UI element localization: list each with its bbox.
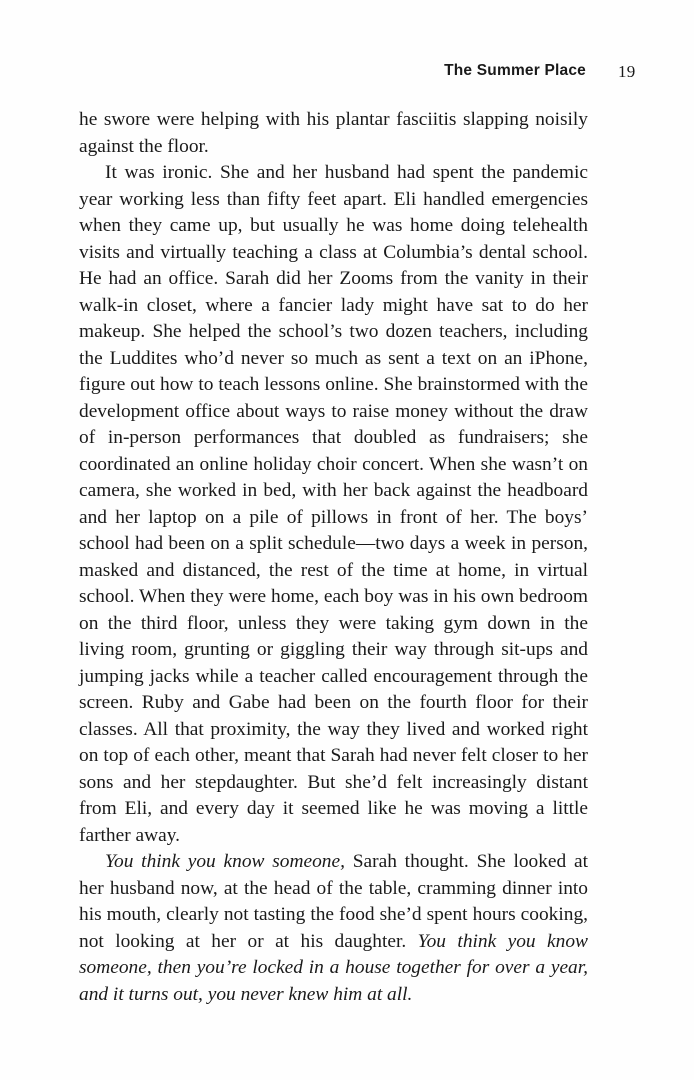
paragraph: It was ironic. She and her husband had spent the pandemic year working less than fifty feet apart. Eli handled emergencies when they came up, but usually he was home doing telehealth visits and virtually teaching a class at Columbia’s dental school. He had an office. Sarah did her Zooms from the vanity in their walk-in closet, where a fancier lady might have sat to do her makeup. She helped the school’s two dozen teachers, including the Luddites who’d never so much as sent a text on an iPhone, figure out how to teach lessons online. She brainstormed with the development office about ways to raise money without the draw of in-person performances that doubled as fundraisers; she coordinated an online holiday choir concert. When she wasn’t on camera, she worked in bed, with her back against the headboard and her laptop on a pile of pillows in front of her. The boys’ school had been on a split schedule—two days a week in person, masked and distanced, the rest of the time at home, in virtual school. When they were home, each boy was in his own bedroom on the third floor, unless they were taking gym down in the living room, grunting or giggling their way through sit-ups and jumping jacks while a teacher called encouragement through the screen. Ruby and Gabe had been on the fourth floor for their classes. All that proximity, the way they lived and worked right on top of each other, meant that Sarah had never felt closer to her sons and her stepdaughter. But she’d felt increasingly distant from Eli, and every day it seemed like he was moving a little farther away.	[79, 162, 588, 846]
paragraph-closing	[79, 849, 588, 1008]
paragraph-continued: he swore were helping with his plantar fasciitis slapping noisily against the floor.	[79, 109, 588, 157]
page-number: 19	[618, 62, 636, 81]
running-head	[444, 62, 636, 81]
body-text	[79, 107, 588, 1008]
italic-thought-continued: You think you know someone, then you’re locked in a house together for over a year, and it turns out, you never knew him at all.	[79, 930, 588, 1005]
running-title: The Summer Place	[444, 62, 586, 79]
italic-thought: You think you know someone,	[105, 851, 345, 872]
paragraph-text: Sarah thought. She looked at her husband now, at the head of the table, cramming dinner into his mouth, clearly not tasting the food she’d spent hours cooking, not looking at her or at his daughter.	[79, 851, 588, 952]
